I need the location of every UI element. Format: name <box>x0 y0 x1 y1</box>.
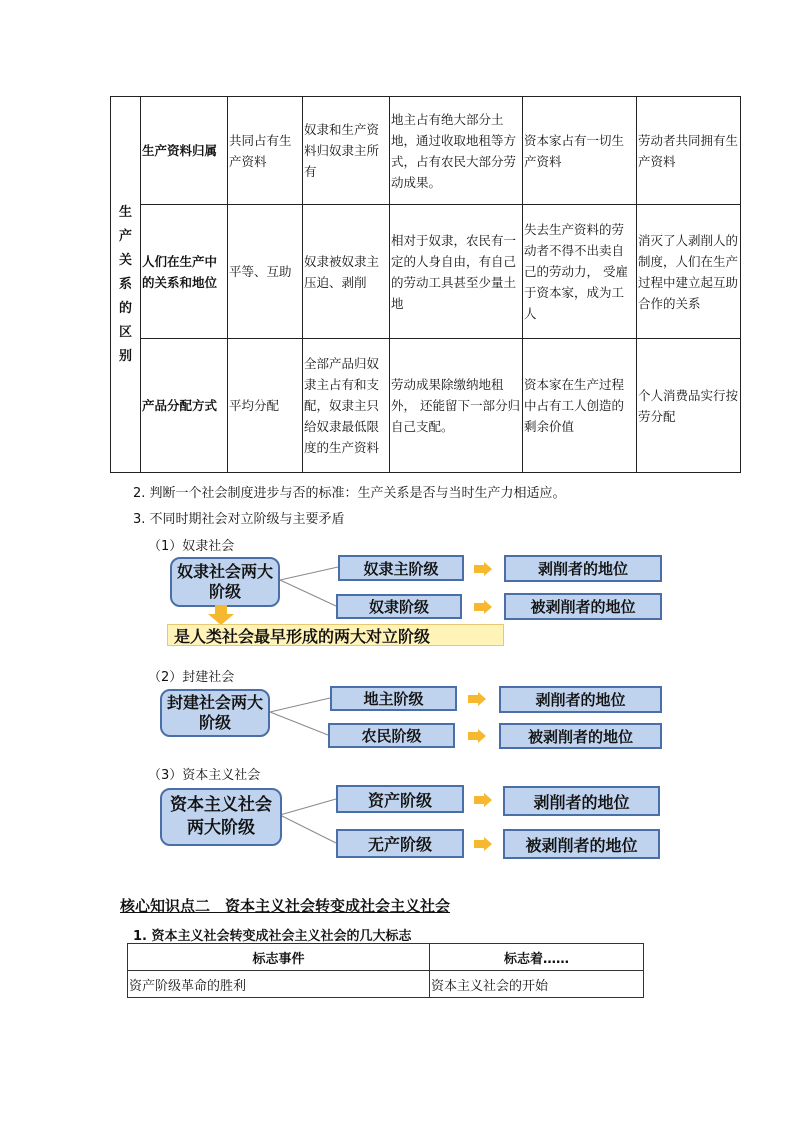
table-cell: 全部产品归奴隶主占有和支配，奴隶主只给奴隶最低限度的生产资料 <box>303 339 390 473</box>
table-cell: 劳动成果除缴纳地租外， 还能留下一部分归自己支配。 <box>390 339 523 473</box>
capitalist-upper-role: 剥削者的地位 <box>503 786 660 816</box>
feudal-upper-class: 地主阶级 <box>330 686 457 711</box>
arrow-right-icon <box>468 729 486 743</box>
feudal-center-box: 封建社会两大阶级 <box>160 689 270 737</box>
row-header: 生产资料归属 <box>141 97 228 205</box>
table-row <box>111 97 741 205</box>
capitalist-lower-role: 被剥削者的地位 <box>503 829 660 859</box>
slave-caption: （1）奴隶社会 <box>148 539 235 554</box>
feudal-caption: （2）封建社会 <box>148 670 235 685</box>
table-cell: 资产阶级革命的胜利 <box>128 971 430 998</box>
table-cell: 相对于奴隶，农民有一定的人身自由，有自己的劳动工具甚至少量土地 <box>390 205 523 339</box>
slave-lower-class: 奴隶阶级 <box>336 594 462 619</box>
side-label: 生 产 关 系 的 区 别 <box>111 97 141 473</box>
table-cell: 资本主义社会的开始 <box>430 971 644 998</box>
arrow-right-icon <box>474 562 492 576</box>
row-header: 产品分配方式 <box>141 339 228 473</box>
slave-upper-class: 奴隶主阶级 <box>338 555 464 581</box>
table-row <box>111 205 741 339</box>
column-header: 标志着…… <box>430 944 644 971</box>
table-cell: 共同占有生产资料 <box>228 97 303 205</box>
table-cell: 失去生产资料的劳动者不得不出卖自己的劳动力， 受雇于资本家，成为工人 <box>523 205 637 339</box>
capitalist-upper-class: 资产阶级 <box>336 785 464 813</box>
section-heading: 核心知识点二 资本主义社会转变成社会主义社会 <box>120 897 451 915</box>
table-cell: 奴隶和生产资料归奴隶主所有 <box>303 97 390 205</box>
milestones-table <box>127 943 644 998</box>
table-header-row <box>128 944 644 971</box>
table-cell: 资本家在生产过程中占有工人创造的剩余价值 <box>523 339 637 473</box>
section-subheading: 1. 资本主义社会转变成社会主义社会的几大标志 <box>133 929 412 944</box>
table-cell: 个人消费品实行按劳分配 <box>637 339 741 473</box>
slave-upper-role: 剥削者的地位 <box>504 555 662 582</box>
table-cell: 地主占有绝大部分土地，通过收取地租等方式，占有农民大部分劳动成果。 <box>390 97 523 205</box>
classes-line: 3. 不同时期社会对立阶级与主要矛盾 <box>133 512 345 527</box>
row-header: 人们在生产中的关系和地位 <box>141 205 228 339</box>
table-row <box>111 339 741 473</box>
column-header: 标志事件 <box>128 944 430 971</box>
arrow-down-icon <box>208 605 234 625</box>
capitalist-caption: （3）资本主义社会 <box>148 768 261 783</box>
arrow-right-icon <box>474 793 492 807</box>
table-cell: 资本家占有一切生产资料 <box>523 97 637 205</box>
feudal-lower-role: 被剥削者的地位 <box>499 723 662 749</box>
arrow-right-icon <box>468 692 486 706</box>
standard-line: 2. 判断一个社会制度进步与否的标准：生产关系是否与当时生产力相适应。 <box>133 486 566 501</box>
slave-lower-role: 被剥削者的地位 <box>504 593 662 620</box>
slave-center-box: 奴隶社会两大阶级 <box>170 557 280 607</box>
capitalist-lower-class: 无产阶级 <box>336 829 464 858</box>
table-row <box>128 971 644 998</box>
table-cell: 消灭了人剥削人的制度，人们在生产过程中建立起互助合作的关系 <box>637 205 741 339</box>
table-cell: 奴隶被奴隶主压迫、剥削 <box>303 205 390 339</box>
arrow-right-icon <box>474 600 492 614</box>
relations-table <box>110 96 741 473</box>
feudal-lower-class: 农民阶级 <box>328 723 455 748</box>
slave-banner: 是人类社会最早形成的两大对立阶级 <box>167 624 504 646</box>
arrow-right-icon <box>474 837 492 851</box>
table-cell: 平均分配 <box>228 339 303 473</box>
table-cell: 劳动者共同拥有生产资料 <box>637 97 741 205</box>
capitalist-center-box: 资本主义社会两大阶级 <box>160 788 282 846</box>
feudal-upper-role: 剥削者的地位 <box>499 686 662 713</box>
table-cell: 平等、互助 <box>228 205 303 339</box>
